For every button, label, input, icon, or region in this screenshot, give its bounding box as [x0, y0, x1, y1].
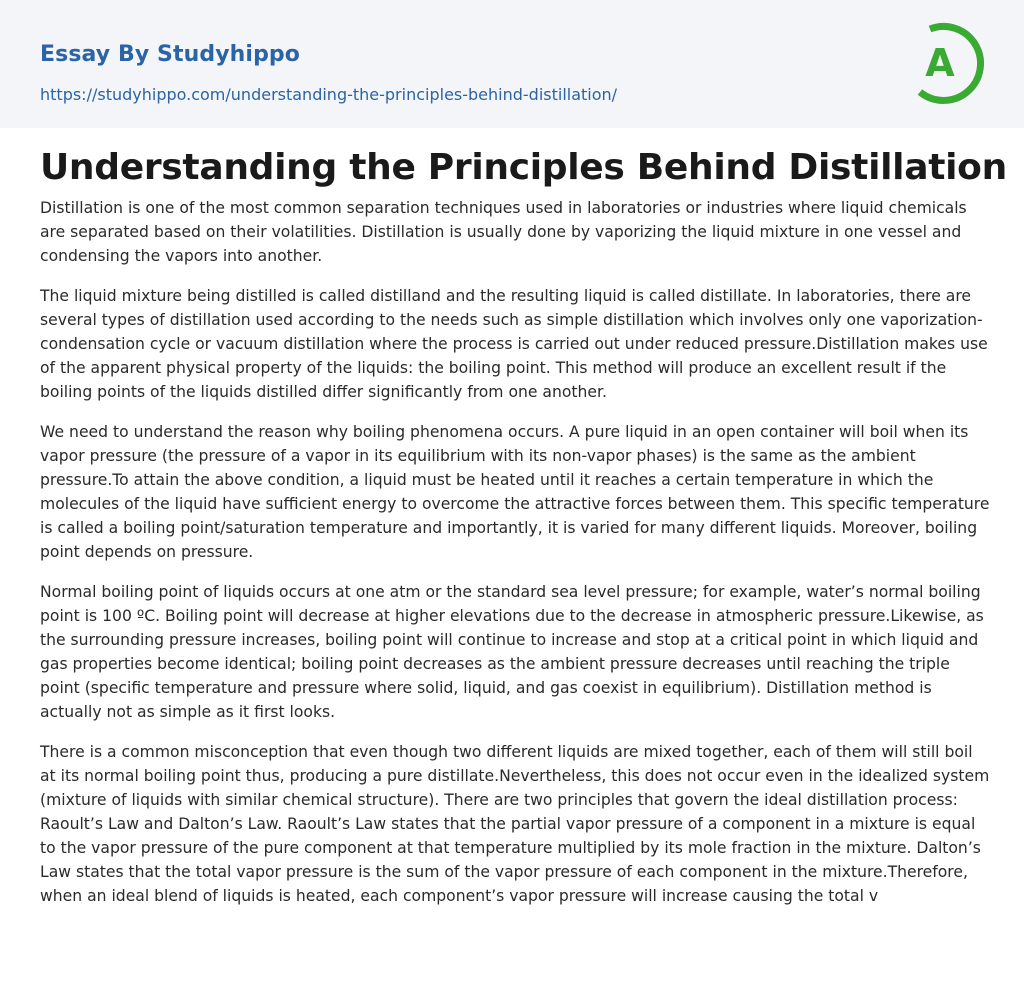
logo-letter: A: [925, 41, 955, 85]
article-paragraph: The liquid mixture being distilled is called distilland and the resulting liquid is called distillate. In laboratories, there are several types of distillation used according to the needs such as simple distillation which involves only one vaporization-condensation cycle or vacuum distillation where the process is carried out under reduced pressure.Distillation makes use of the apparent physical property of the liquids: the boiling point. This method will produce an excellent result if the boiling points of the liquids distilled differ significantly from one another.: [40, 287, 988, 401]
brand-title[interactable]: Essay By Studyhippo: [40, 42, 300, 67]
article-paragraph: There is a common misconception that even though two different liquids are mixed together, each of them will still boil at its normal boiling point thus, producing a pure distillate.Nevertheless, this does not occur even in the idealized system (mixture of liquids with similar chemical structure). There are two principles that govern the ideal distillation process: Raoult’s Law and Dalton’s Law. Raoult’s Law states that the partial vapor pressure of a component in a mixture is equal to the vapor pressure of the pure component at that temperature multiplied by its mole fraction in the mixture. Dalton’s Law states that the total vapor pressure is the sum of the vapor pressure of each component in the mixture.Therefore, when an ideal blend of liquids is heated, each component’s vapor pressure will increase causing the total v: [40, 743, 990, 905]
article: [40, 145, 1007, 908]
article-title: Understanding the Principles Behind Distillation: [40, 147, 1007, 188]
article-paragraph: Normal boiling point of liquids occurs at one atm or the standard sea level pressure; for example, water’s normal boiling point is 100 ºC. Boiling point will decrease at higher elevations due to the decrease in atmospheric pressure.Likewise, as the surrounding pressure increases, boiling point will continue to increase and stop at a critical point in which liquid and gas properties become identical; boiling point decreases as the ambient pressure decreases until reaching the triple point (specific temperature and pressure where solid, liquid, and gas coexist in equilibrium). Distillation method is actually not as simple as it first looks.: [40, 583, 984, 721]
studyhippo-logo-icon[interactable]: [912, 19, 986, 105]
site-header: [0, 0, 1024, 128]
article-paragraph: We need to understand the reason why boiling phenomena occurs. A pure liquid in an open container will boil when its vapor pressure (the pressure of a vapor in its equilibrium with its non-vapor phases) is the same as the ambient pressure.To attain the above condition, a liquid must be heated until it reaches a certain temperature in which the molecules of the liquid have sufficient energy to overcome the attractive forces between them. This specific temperature is called a boiling point/saturation temperature and importantly, it is varied for many different liquids. Moreover, boiling point depends on pressure.: [40, 423, 990, 561]
article-paragraph: Distillation is one of the most common separation techniques used in laboratories or industries where liquid chemicals are separated based on their volatilities. Distillation is usually done by vaporizing the liquid mixture in one vessel and condensing the vapors into another.: [40, 199, 967, 265]
essay-url-link[interactable]: https://studyhippo.com/understanding-the-principles-behind-distillation/: [40, 85, 618, 104]
